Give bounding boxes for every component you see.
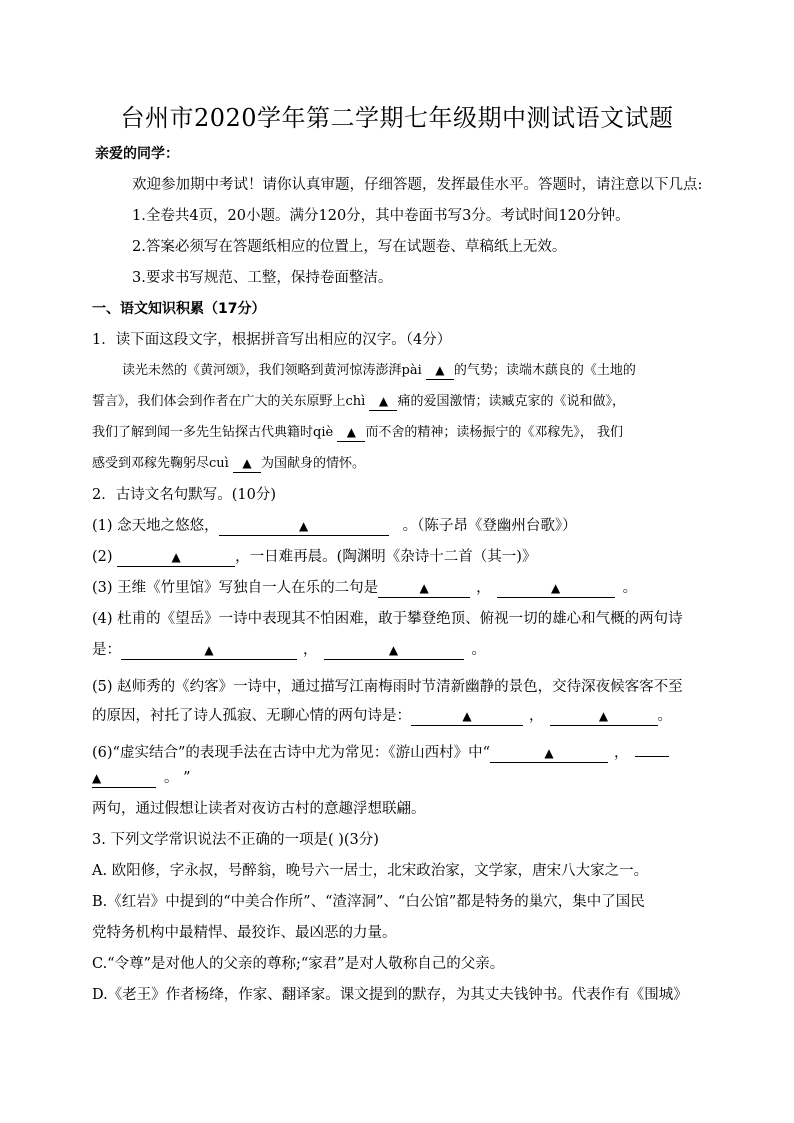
answer-blank <box>378 579 470 598</box>
answer-blank <box>117 548 235 567</box>
q2-item-1 <box>92 516 577 536</box>
q3-stem: 3. 下列文学常识说法不正确的一项是( )(3分) <box>92 832 379 848</box>
q2-item-5-text: 的原因，衬托了诗人孤寂、无聊心情的两句诗是： <box>92 708 411 724</box>
blank-marker: ▲ <box>171 550 181 564</box>
q2-item-4a: (4) 杜甫的《望岳》一诗中表现其不怕困难，敢于攀登绝顶、俯视一切的雄心和气概的两句诗 <box>92 611 683 627</box>
q1-line-4b: 为国献身的情怀。 <box>260 456 365 471</box>
blank-marker: ▲ <box>204 643 214 657</box>
blank-marker: ▲ <box>242 456 252 470</box>
q2-item-3-text: (3) 王维《竹里馆》写独自一人在乐的二句是 <box>92 580 379 596</box>
blank-marker: ▲ <box>388 643 399 657</box>
q1-line-3 <box>92 423 623 443</box>
q2-item-4-text: 是： <box>92 642 121 658</box>
blank-marker: ▲ <box>299 519 309 533</box>
blank-marker: ▲ <box>378 394 389 408</box>
q3-option-b: B.《红岩》中提到的“中美合作所”、“渣滓洞”、“白公馆”都是特务的巢穴，集中了国民 <box>92 894 645 910</box>
answer-blank-end <box>92 769 156 788</box>
q2-item-1-source: 。（陈子昂《登幽州台歌》） <box>402 518 577 534</box>
q2-item-5 <box>92 706 672 726</box>
q3-option-a: A. 欧阳修，字永叔，号醉翁，晚号六一居士，北宋政治家，文学家，唐宋八大家之一。 <box>92 863 649 879</box>
blank-marker: ▲ <box>544 746 554 760</box>
greeting: 亲爱的同学： <box>95 146 179 162</box>
q2-item-6-close: 。 ” <box>164 770 191 786</box>
q1-line-2b: 痛的爱国激情；读臧克家的《说和做》， <box>397 394 625 409</box>
note-3: 3.要求书写规范、工整，保持卷面整洁。 <box>132 270 393 286</box>
answer-blank <box>219 517 389 536</box>
blank-marker: ▲ <box>435 363 445 377</box>
comma: ， <box>476 580 491 596</box>
q2-item-4 <box>92 640 486 660</box>
blank-marker: ▲ <box>551 581 561 595</box>
q1-line-4a: 感受到邓稼先鞠躬尽cuì <box>92 456 233 471</box>
q1-line-1 <box>122 361 636 381</box>
period: 。 <box>657 708 672 724</box>
q1-line-2 <box>92 392 625 412</box>
answer-blank-start <box>635 738 669 757</box>
answer-blank <box>324 641 464 660</box>
page-title: 台州市2020学年第二学期七年级期中测试语文试题 <box>120 104 674 132</box>
blank-marker: ▲ <box>598 709 609 723</box>
q2-item-2-num: (2) <box>92 549 118 565</box>
q2-item-3 <box>92 578 637 598</box>
q3-option-c: C.“令尊”是对他人的父亲的尊称;“家君”是对人敬称自己的父亲。 <box>92 956 505 972</box>
q3-option-d: D.《老王》作者杨绛，作家、翻译家。课文提到的默存，为其丈夫钱钟书。代表作有《围城》 <box>92 987 688 1003</box>
answer-blank <box>497 579 615 598</box>
comma: ， <box>614 745 629 761</box>
q1-blank-4 <box>233 454 261 473</box>
q2-item-6-text: (6)“虚实结合”的表现手法在古诗中尤为常见：《游山西村》中“ <box>92 745 491 761</box>
comma: ， <box>529 708 544 724</box>
q1-blank-1 <box>426 361 454 380</box>
q1-line-3b: 而不舍的精神；读杨振宁的《邓稼先》， 我们 <box>365 425 623 440</box>
q2-item-1-text: (1) 念天地之悠悠， <box>92 518 219 534</box>
q1-blank-2 <box>369 392 397 411</box>
note-1: 1.全卷共4页，20小题。满分120分，其中卷面书写3分。考试时间120分钟。 <box>132 208 630 224</box>
answer-blank <box>490 744 608 763</box>
section-heading: 一、语文知识积累（17分） <box>92 301 266 317</box>
note-2: 2.答案必须写在答题纸相应的位置上，写在试题卷、草稿纸上无效。 <box>132 239 567 255</box>
answer-blank <box>121 641 297 660</box>
blank-marker: ▲ <box>346 425 356 439</box>
q1-line-4 <box>92 454 365 474</box>
blank-marker: ▲ <box>462 709 472 723</box>
q1-stem: 1．读下面这段文字，根据拼音写出相应的汉字。（4分） <box>92 332 452 348</box>
q2-item-6-cont <box>92 768 191 788</box>
q2-item-2-text: ，一日难再晨。(陶渊明《杂诗十二首（其一)》 <box>235 549 537 565</box>
q3-option-b-cont: 党特务机构中最精悍、最狡诈、最凶恶的力量。 <box>92 925 397 941</box>
comma: ， <box>303 642 318 658</box>
q1-blank-3 <box>337 423 365 442</box>
answer-blank <box>550 707 658 726</box>
blank-marker: ▲ <box>419 581 429 595</box>
q2-item-6 <box>92 738 669 763</box>
q2-item-2 <box>92 547 536 567</box>
blank-marker: ▲ <box>92 771 102 785</box>
answer-blank <box>411 707 523 726</box>
q2-stem: 2．古诗文名句默写。(10分) <box>92 487 276 503</box>
q2-item-6-tail: 两句，通过假想让读者对夜访古村的意趣浮想联翩。 <box>92 801 426 817</box>
q1-line-3a: 我们了解到闻一多先生钻探古代典籍时qiè <box>92 425 338 440</box>
period: 。 <box>622 580 638 596</box>
q1-line-2a: 誓言》，我们体会到作者在广大的关东原野上chì <box>92 394 370 409</box>
q1-line-1b: 的气势；读端木蕻良的《土地的 <box>453 363 636 378</box>
period: 。 <box>471 642 486 658</box>
intro-text: 欢迎参加期中考试！请你认真审题，仔细答题，发挥最佳水平。答题时，请注意以下几点: <box>132 177 703 193</box>
q1-line-1a: 读光未然的《黄河颂》，我们领略到黄河惊涛澎湃pài <box>122 363 426 378</box>
q2-item-5a: (5) 赵师秀的《约客》一诗中，通过描写江南梅雨时节清新幽静的景色，交待深夜候客客不至 <box>92 679 683 695</box>
